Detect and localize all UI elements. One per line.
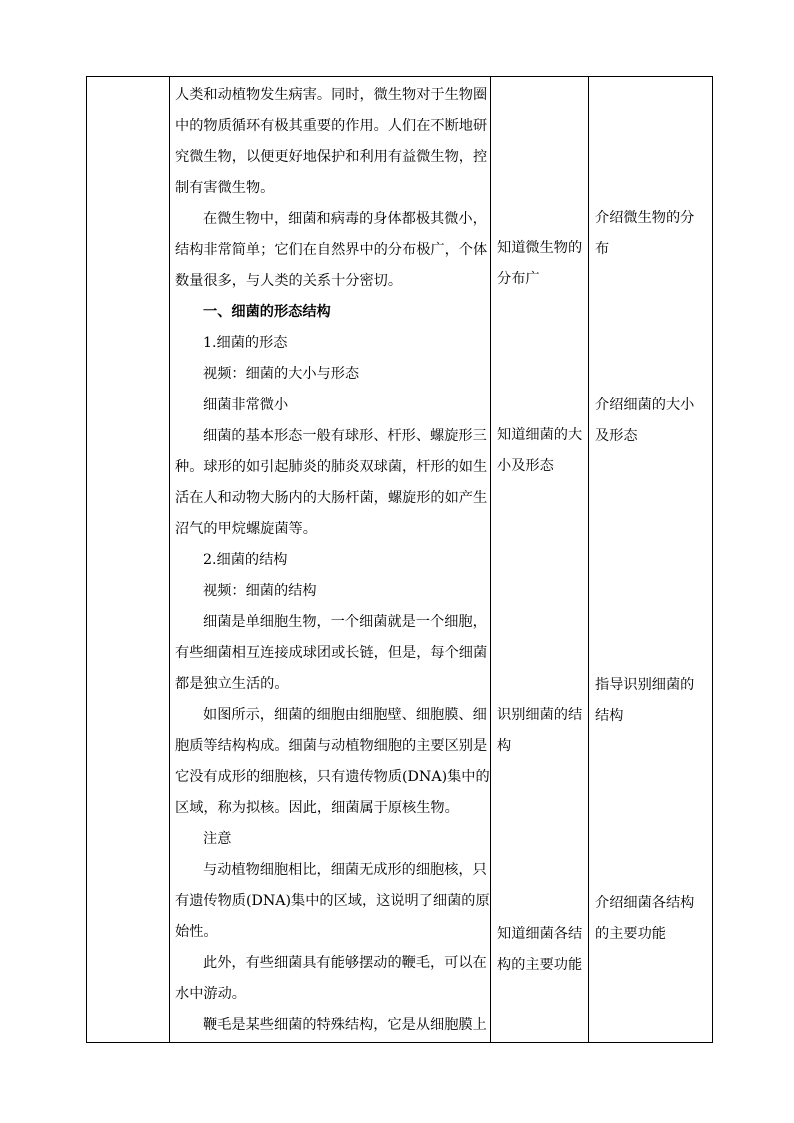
text-line: 此外，有些细菌具有能够摆动的鞭毛，可以在 — [203, 955, 487, 971]
activity-line: 介绍微生物的分 — [595, 210, 695, 226]
table-row — [87, 77, 713, 1043]
text-line: 种。球形的如引起肺炎的肺炎双球菌，杆形的如生 — [175, 459, 488, 475]
subsection-heading: 1.细菌的形态 — [203, 335, 288, 351]
goal-line: 识别细菌的结 — [497, 707, 583, 723]
empty-cell — [87, 77, 170, 1043]
goal-line: 小及形态 — [497, 458, 554, 474]
text-line: 细菌的基本形态一般有球形、杆形、螺旋形三 — [203, 428, 487, 444]
text-line: 活在人和动物大肠内的大肠杆菌，螺旋形的如产生 — [175, 490, 488, 506]
content-cell — [170, 77, 491, 1043]
text-line: 制有害微生物。 — [175, 180, 275, 196]
goal-note — [497, 700, 582, 762]
goal-line: 知道细菌各结 — [497, 926, 583, 942]
activity-line: 布 — [595, 241, 610, 257]
text-line: 沼气的甲烷螺旋菌等。 — [175, 521, 317, 537]
content-column — [170, 77, 490, 1042]
goals-cell — [491, 77, 589, 1043]
goal-line: 构的主要功能 — [497, 957, 583, 973]
subsection-heading: 2.细菌的结构 — [203, 552, 288, 568]
goal-note — [497, 420, 582, 482]
text-line: 它没有成形的细胞核，只有遗传物质(DNA)集中的 — [175, 769, 490, 785]
goal-line: 分布广 — [497, 271, 540, 287]
text-line: 如图所示，细菌的细胞由细胞壁、细胞膜、细 — [203, 707, 487, 723]
goal-line: 构 — [497, 738, 512, 754]
activity-line: 结构 — [595, 708, 624, 724]
activity-note — [595, 390, 694, 452]
activities-cell — [589, 77, 713, 1043]
text-line: 有遗传物质(DNA)集中的区域，这说明了细菌的原 — [175, 893, 490, 909]
activity-note — [595, 203, 694, 265]
activity-line: 介绍细菌的大小 — [595, 397, 695, 413]
goal-line: 知道微生物的 — [497, 240, 583, 256]
text-line: 中的物质循环有极其重要的作用。人们在不断地研 — [175, 118, 488, 134]
text-line: 细菌是单细胞生物，一个细菌就是一个细胞， — [203, 614, 487, 630]
text-line: 都是独立生活的。 — [175, 676, 289, 692]
goal-note — [497, 919, 582, 981]
text-line: 结构非常简单；它们在自然界中的分布极广，个体 — [175, 242, 488, 258]
text-line: 与动植物细胞相比，细菌无成形的细胞核，只 — [203, 862, 487, 878]
goals-column — [491, 77, 588, 1042]
text-line: 鞭毛是某些细菌的特殊结构，它是从细胞膜上 — [203, 1017, 487, 1033]
activity-line: 及形态 — [595, 428, 638, 444]
activities-column — [589, 77, 712, 1042]
video-label: 视频：细菌的结构 — [203, 583, 317, 599]
activity-note — [595, 670, 694, 732]
text-line: 究微生物，以便更好地保护和利用有益微生物，控 — [175, 149, 488, 165]
video-label: 视频：细菌的大小与形态 — [203, 366, 360, 382]
activity-line: 指导识别细菌的 — [595, 677, 695, 693]
text-line: 区域，称为拟核。因此，细菌属于原核生物。 — [175, 800, 459, 816]
lesson-plan-table — [86, 76, 713, 1043]
activity-line: 介绍细菌各结构 — [595, 895, 695, 911]
goal-note — [497, 233, 582, 295]
activity-note — [595, 888, 694, 950]
text-line: 细菌非常微小 — [203, 397, 289, 413]
text-line: 人类和动植物发生病害。同时，微生物对于生物圈 — [175, 87, 488, 103]
text-line: 胞质等结构构成。细菌与动植物细胞的主要区别是 — [175, 738, 488, 754]
text-line: 水中游动。 — [175, 986, 246, 1002]
text-line: 有些细菌相互连接成球团或长链，但是，每个细菌 — [175, 645, 488, 661]
text-line: 数量很多，与人类的关系十分密切。 — [175, 273, 403, 289]
section-heading: 一、细菌的形态结构 — [203, 304, 331, 320]
goal-line: 知道细菌的大 — [497, 427, 583, 443]
activity-line: 的主要功能 — [595, 926, 666, 942]
note-heading: 注意 — [203, 831, 232, 847]
text-line: 在微生物中，细菌和病毒的身体都极其微小， — [203, 211, 487, 227]
text-line: 始性。 — [175, 924, 218, 940]
